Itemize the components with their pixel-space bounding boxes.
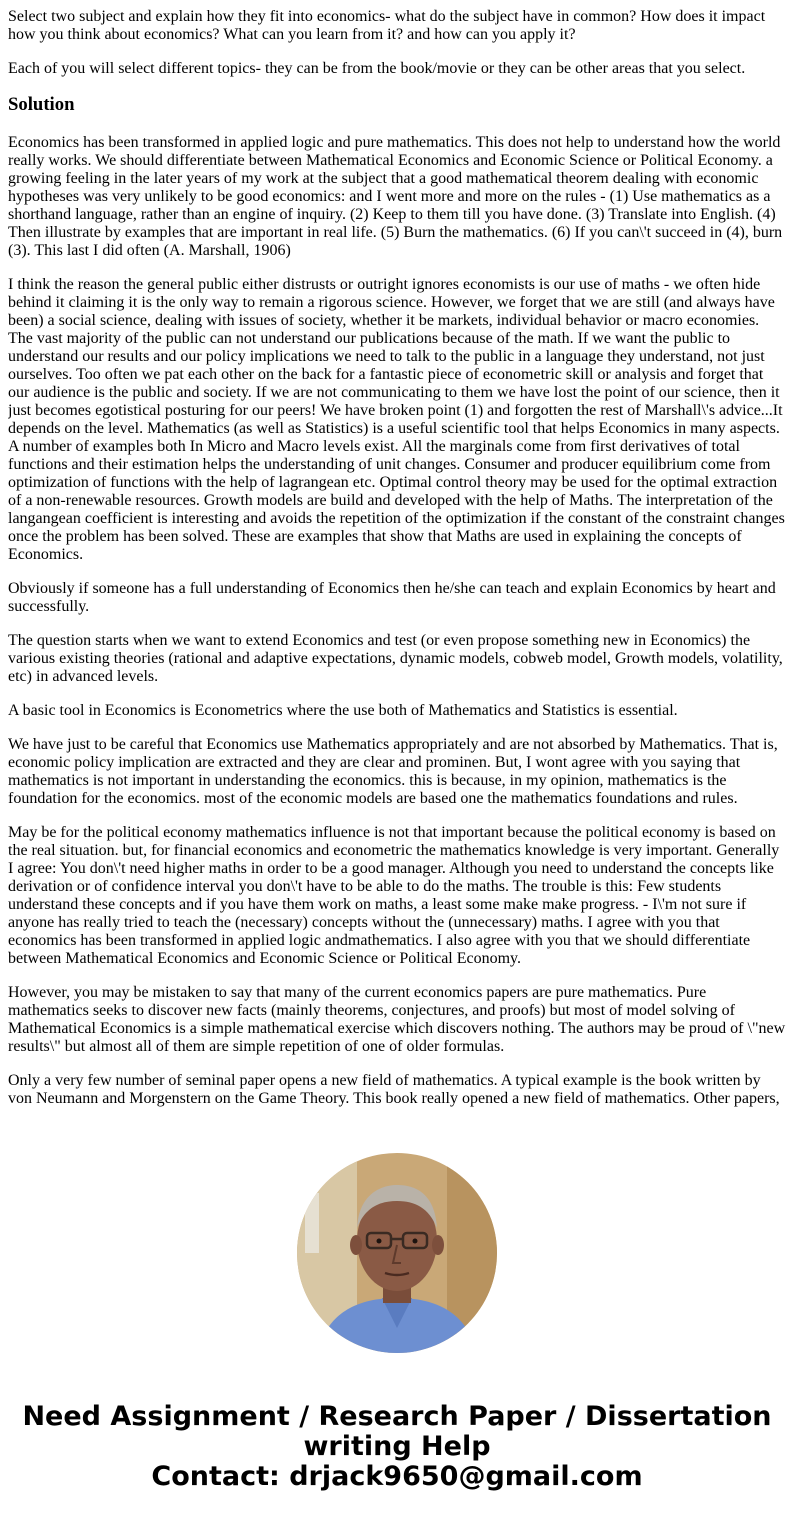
solution-paragraph: We have just to be careful that Economics use Mathematics appropriately and are not absorbed by Mathematics. That is, economic policy implication are extracted and they are clear and prominen. But, I wont agree with you saying that mathematics is not important in understanding the economics. this is because, in my opinion, mathematics is the foundation for the economics. most of the economic models are based one the mathematics foundations and rules.: [8, 736, 778, 807]
promo-line-2: writing Help: [303, 1431, 491, 1462]
solution-paragraph: However, you may be mistaken to say that many of the current economics papers are pure mathematics. Pure mathematics seeks to discover new facts (mainly theorems, conjectures, and proofs) but most of model solving of Mathematical Economics is a simple mathematical exercise which discovers nothing. The authors may be proud of \"new results\" but almost all of them are simple repetition of one of older formulas.: [8, 984, 786, 1055]
solution-paragraph: Economics has been transformed in applied logic and pure mathematics. This does not help to understand how the world really works. We should differentiate between Mathematical Economics and Economic Science or Political Economy. a growing feeling in the later years of my work at the subject that a good mathematical theorem dealing with economic hypotheses was very unlikely to be good economics: and I went more and more on the rules - (1) Use mathematics as a shorthand language, rather than an engine of inquiry. (2) Keep to them till you have done. (3) Translate into English. (4) Then illustrate by examples that are important in real life. (5) Burn the mathematics. (6) If you can\'t succeed in (4), burn (3). This last I did often (A. Marshall, 1906): [8, 134, 783, 259]
solution-heading: Solution: [8, 94, 75, 115]
author-avatar: [297, 1153, 497, 1353]
solution-paragraph: May be for the political economy mathematics influence is not that important because the political economy is based on the real situation. but, for financial economics and econometric the mathematics knowledge is very important. Generally I agree: You don\'t need higher maths in order to be a good manager. Although you need to understand the concepts like derivation or of confidence interval you don\'t have to be able to do the maths. The trouble is this: Few students understand these concepts and if you have them work on maths, a least some make make progress. - I\'m not sure if anyone has really tried to teach the (necessary) concepts without the (unnecessary) maths. I agree with you that economics has been transformed in applied logic andmathematics. I also agree with you that we should differentiate between Mathematical Economics and Economic Science or Political Economy.: [8, 824, 780, 967]
question-prompt: Select two subject and explain how they fit into economics- what do the subject have in common? How does it impact how you think about economics? What can you learn from it? and how can you apply it?: [8, 8, 766, 43]
solution-paragraph: Only a very few number of seminal paper opens a new field of mathematics. A typical example is the book written by von Neumann and Morgenstern on the Game Theory. This book really opened a new field of mathematics. Other papers,: [8, 1072, 780, 1107]
author-portrait-icon: [297, 1153, 497, 1353]
promo-contact-line: Contact: drjack9650@gmail.com: [151, 1461, 643, 1492]
solution-paragraph: I think the reason the general public either distrusts or outright ignores economists is our use of maths - we often hide behind it claiming it is the only way to remain a rigorous science. However, we forget that we are still (and always have been) a social science, dealing with issues of society, whether it be markets, individual behavior or macro economies. The vast majority of the public can not understand our publications because of the math. If we want the public to understand our results and our policy implications we need to talk to the public in a language they understand, not just ourselves. Too often we pat each other on the back for a fantastic piece of econometric skill or analysis and forget that our audience is the public and society. If we are not communicating to them we have lost the point of our science, then it just becomes egotistical posturing for our peers! We have broken point (1) and forgotten the rest of Marshall\'s advice...It depends on the level. Mathematics (as well as Statistics) is a useful scientific tool that helps Economics in many aspects. A number of examples both In Micro and Macro levels exist. All the marginals come from first derivatives of total functions and their estimation helps the understanding of unit changes. Consumer and producer equilibrium come from optimization of functions with the help of lagrangean etc. Optimal control theory may be used for the optimal extraction of a non-renewable resources. Growth models are build and developed with the help of Maths. The interpretation of the langangean coefficient is interesting and avoids the repetition of the optimization if the constant of the constraint changes once the problem has been solved. These are examples that show that Maths are used in explaining the concepts of Economics.: [8, 276, 785, 563]
promo-line-1: Need Assignment / Research Paper / Dissertation: [22, 1401, 772, 1432]
solution-paragraph: The question starts when we want to extend Economics and test (or even propose something new in Economics) the various existing theories (rational and adaptive expectations, dynamic models, cobweb model, Growth models, volatility, etc) in advanced levels.: [8, 632, 783, 685]
assignment-help-promo: [0, 1402, 794, 1492]
solution-document: [8, 8, 786, 1123]
solution-paragraph: Obviously if someone has a full understanding of Economics then he/she can teach and explain Economics by heart and successfully.: [8, 580, 776, 615]
question-instruction: Each of you will select different topics- they can be from the book/movie or they can be other areas that you select.: [8, 60, 746, 77]
solution-paragraph: A basic tool in Economics is Econometrics where the use both of Mathematics and Statistics is essential.: [8, 702, 678, 719]
